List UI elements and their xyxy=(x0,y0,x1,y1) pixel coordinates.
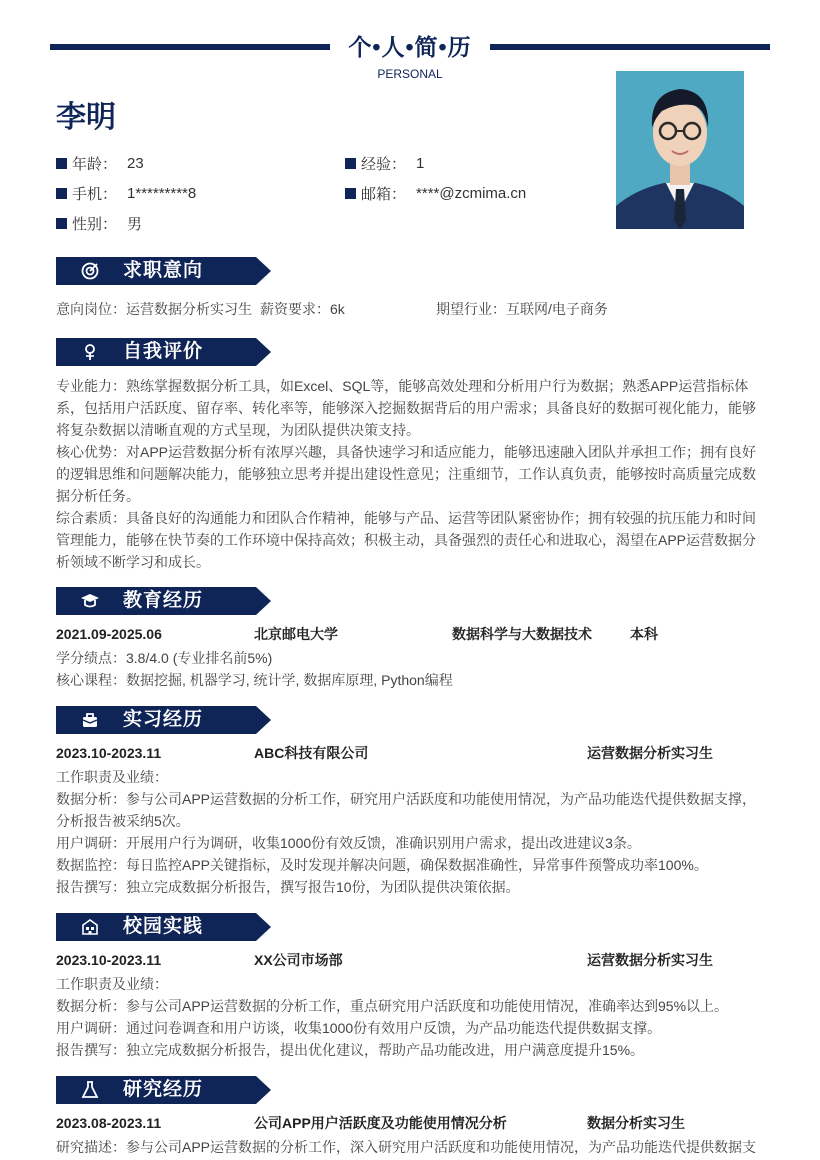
research-project: 公司APP用户活跃度及功能使用情况分析 xyxy=(254,1115,507,1131)
section-header-campus xyxy=(56,913,271,941)
info-label: 手机： xyxy=(72,185,118,203)
research-role: 数据分析实习生 xyxy=(587,1115,685,1131)
section-title: 教育经历 xyxy=(123,590,204,611)
candidate-name: 李明 xyxy=(56,101,116,134)
campus-detail: 报告撰写：独立完成数据分析报告，提出优化建议，帮助产品功能改进，用户满意度提升15%。 xyxy=(56,1042,645,1058)
internship-role: 运营数据分析实习生 xyxy=(587,745,713,761)
internship-detail: 数据监控：每日监控APP关键指标，及时发现并解决问题，确保数据准确性，异常事件预警成功率100%。 xyxy=(56,857,708,873)
info-label: 经验： xyxy=(361,155,407,173)
education-detail: 核心课程：数据挖掘, 机器学习, 统计学, 数据库原理, Python编程 xyxy=(56,672,453,688)
internship-detail: 工作职责及业绩： xyxy=(56,769,168,785)
campus-detail: 数据分析：参与公司APP运营数据的分析工作，重点研究用户活跃度和功能使用情况，准确率达到95%以上。 xyxy=(56,998,729,1014)
graduation-cap-icon xyxy=(80,592,100,610)
section-header-research xyxy=(56,1076,271,1104)
section-header-internship xyxy=(56,706,271,734)
self-eval-paragraph: 专业能力：熟练掌握数据分析工具，如Excel、SQL等，能够高效处理和分析用户行为数据；熟悉APP运营指标体系，包括用户活跃度、留存率、转化率等，能够深入挖掘数据背后的用户需求；具备良好的数据可视化能力，能够将复杂数据以清晰直观的方式呈现，为团队提供决策支持。 xyxy=(56,378,756,438)
bullet-square-icon xyxy=(345,158,356,169)
education-detail: 学分绩点：3.8/4.0 (专业排名前5%) xyxy=(56,650,273,666)
info-label: 邮箱： xyxy=(361,185,407,203)
info-label: 年龄： xyxy=(72,155,118,173)
self-eval-paragraph: 综合素质：具备良好的沟通能力和团队合作精神，能够与产品、运营等团队紧密协作；拥有较强的抗压能力和时间管理能力，能够在快节奏的工作环境中保持高效；积极主动，具备强烈的责任心和进取心，渴望在APP运营数据分析领域不断学习和成长。 xyxy=(56,510,757,570)
target-icon xyxy=(80,262,100,280)
education-major: 数据科学与大数据技术 xyxy=(452,626,592,642)
bullet-square-icon xyxy=(345,188,356,199)
info-experience xyxy=(345,153,424,173)
campus-org: XX公司市场部 xyxy=(254,952,343,968)
briefcase-icon xyxy=(80,711,100,729)
page-title: 个•人•简•历 xyxy=(348,34,472,60)
header-rule-left xyxy=(50,44,330,50)
building-icon xyxy=(80,918,100,936)
profile-photo xyxy=(616,71,744,229)
section-title: 自我评价 xyxy=(123,341,204,362)
section-header-intent xyxy=(56,257,271,285)
internship-detail: 报告撰写：独立完成数据分析报告，撰写报告10份，为团队提供决策依据。 xyxy=(56,879,520,895)
section-title: 求职意向 xyxy=(123,260,204,281)
internship-company: ABC科技有限公司 xyxy=(254,745,369,761)
education-degree: 本科 xyxy=(630,626,658,642)
info-gender xyxy=(56,213,142,233)
flask-icon xyxy=(80,1081,100,1099)
intent-salary: 薪资要求：6k xyxy=(260,301,345,317)
research-period: 2023.08-2023.11 xyxy=(56,1115,162,1131)
bullet-square-icon xyxy=(56,188,67,199)
internship-detail: 用户调研：开展用户行为调研，收集1000份有效反馈，准确识别用户需求，提出改进建议3条。 xyxy=(56,835,641,851)
info-value: 23 xyxy=(127,154,144,172)
campus-period: 2023.10-2023.11 xyxy=(56,952,162,968)
internship-period: 2023.10-2023.11 xyxy=(56,745,162,761)
info-value: 1 xyxy=(416,154,425,172)
flower-icon xyxy=(80,343,100,361)
education-period: 2021.09-2025.06 xyxy=(56,626,162,642)
campus-role: 运营数据分析实习生 xyxy=(587,952,713,968)
internship-row xyxy=(56,742,766,764)
section-title: 研究经历 xyxy=(123,1079,204,1100)
info-value: ****@zcmima.cn xyxy=(416,184,527,202)
info-label: 性别： xyxy=(72,215,118,233)
section-header-education xyxy=(56,587,271,615)
campus-detail: 工作职责及业绩： xyxy=(56,976,168,992)
info-phone xyxy=(56,183,196,203)
intent-industry: 期望行业：互联网/电子商务 xyxy=(436,301,608,317)
campus-detail: 用户调研：通过问卷调查和用户访谈，收集1000份有效用户反馈，为产品功能迭代提供数据支撑。 xyxy=(56,1020,662,1036)
section-title: 实习经历 xyxy=(123,709,204,730)
info-age xyxy=(56,153,144,173)
campus-row xyxy=(56,949,766,971)
research-row xyxy=(56,1112,766,1134)
bullet-square-icon xyxy=(56,158,67,169)
info-value: 男 xyxy=(127,215,143,233)
header-rule-right xyxy=(490,44,770,50)
bullet-square-icon xyxy=(56,218,67,229)
section-header-self-eval xyxy=(56,338,271,366)
page-subtitle: PERSONAL xyxy=(377,67,443,81)
self-eval-paragraph: 核心优势：对APP运营数据分析有浓厚兴趣，具备快速学习和适应能力，能够迅速融入团队并承担工作；拥有良好的逻辑思维和问题解决能力，能够独立思考并提出建设性意见；注重细节，工作认真负责，能够按时高质量完成数据分析任务。 xyxy=(56,444,757,504)
internship-detail: 数据分析：参与公司APP运营数据的分析工作，研究用户活跃度和功能使用情况，为产品功能迭代提供数据支撑，分析报告被采纳5次。 xyxy=(56,791,757,829)
info-email xyxy=(345,183,526,203)
info-value: 1*********8 xyxy=(127,184,197,202)
education-row xyxy=(56,623,766,645)
research-detail: 研究描述：参与公司APP运营数据的分析工作，深入研究用户活跃度和功能使用情况，为产品功能迭代提供数据支 xyxy=(56,1139,757,1155)
section-title: 校园实践 xyxy=(123,916,204,937)
intent-position: 意向岗位：运营数据分析实习生 xyxy=(56,301,252,317)
education-school: 北京邮电大学 xyxy=(254,626,338,642)
